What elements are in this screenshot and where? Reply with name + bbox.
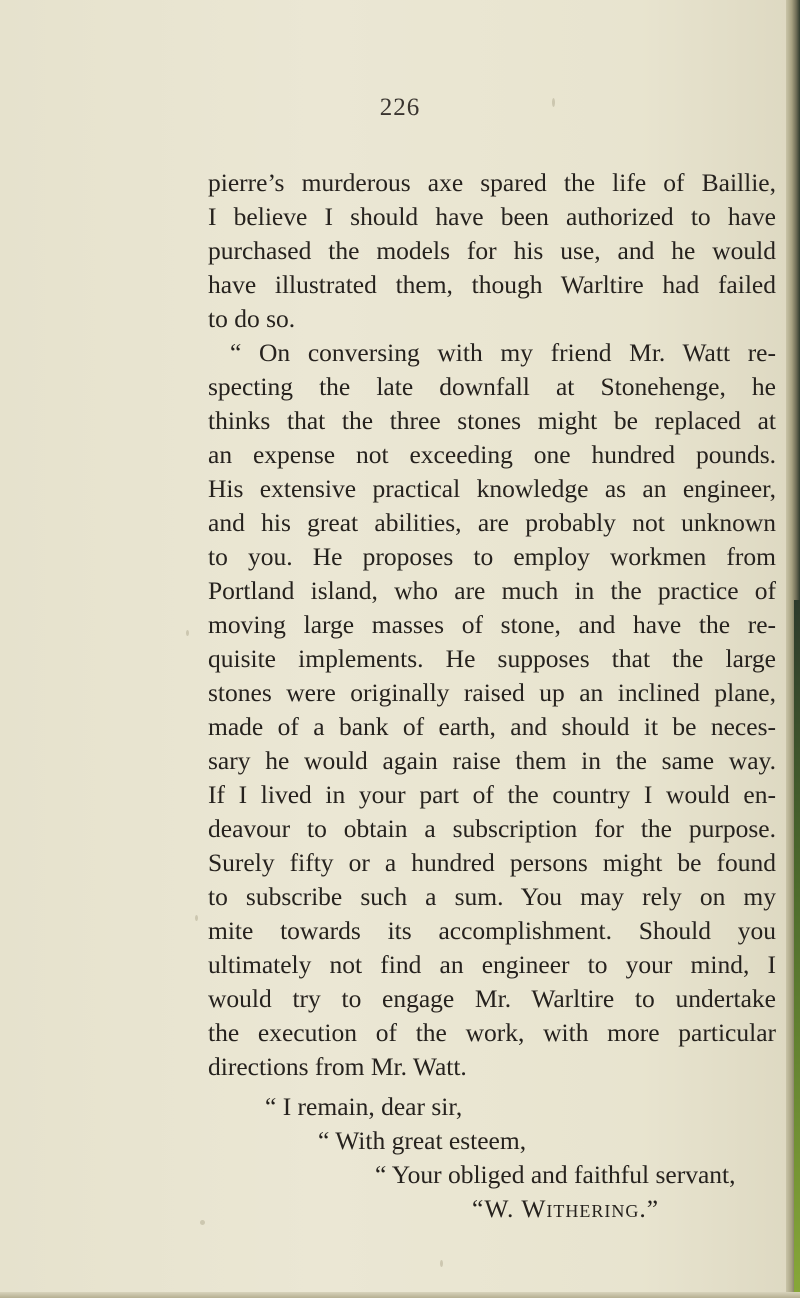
page-number: 226	[379, 94, 421, 121]
text-line: Portland island, who are much in the practice of	[208, 576, 776, 605]
text-line: to do so.	[208, 304, 296, 333]
text-line: to you. He proposes to employ workmen from	[208, 542, 776, 571]
paper-speck	[200, 1220, 205, 1225]
paper-speck	[195, 915, 198, 921]
text-line: thinks that the three stones might be replaced at	[208, 406, 776, 435]
text-line: If I lived in your part of the country I would en-	[208, 780, 776, 809]
closing-line: “ I remain, dear sir,	[265, 1092, 463, 1121]
text-line: mite towards its accomplishment. Should you	[208, 916, 776, 945]
paper-speck	[552, 98, 555, 107]
text-line: sary he would again raise them in the same way.	[208, 746, 776, 775]
signature: “W. Withering.”	[472, 1194, 660, 1223]
page-bottom-edge	[0, 1292, 800, 1298]
paper-speck	[186, 630, 189, 636]
text-line: made of a bank of earth, and should it be neces-	[208, 712, 776, 741]
text-line: stones were originally raised up an inclined plane,	[208, 678, 776, 707]
text-line: purchased the models for his use, and he would	[208, 236, 776, 265]
text-line: to subscribe such a sum. You may rely on my	[208, 882, 776, 911]
text-line: would try to engage Mr. Warltire to undertake	[208, 984, 776, 1013]
closing-line: “ With great esteem,	[318, 1126, 527, 1155]
text-line: the execution of the work, with more particular	[208, 1018, 776, 1047]
text-line: an expense not exceeding one hundred pounds.	[208, 440, 776, 469]
page-edge-shadow	[786, 0, 800, 1298]
text-line: pierre’s murderous axe spared the life of Baillie,	[208, 168, 776, 197]
text-line: Surely fifty or a hundred persons might be found	[208, 848, 776, 877]
text-line: moving large masses of stone, and have the re-	[208, 610, 776, 639]
text-line: specting the late downfall at Stonehenge, he	[208, 372, 776, 401]
text-line: “ On conversing with my friend Mr. Watt re-	[230, 338, 776, 367]
closing-line: “ Your obliged and faithful servant,	[375, 1160, 736, 1189]
binding-edge	[794, 600, 800, 1298]
paper-speck	[440, 1260, 443, 1267]
text-line: His extensive practical knowledge as an engineer,	[208, 474, 776, 503]
text-line: ultimately not find an engineer to your mind, I	[208, 950, 776, 979]
text-line: deavour to obtain a subscription for the purpose.	[208, 814, 776, 843]
text-line: quisite implements. He supposes that the large	[208, 644, 776, 673]
text-line: I believe I should have been authorized to have	[208, 202, 776, 231]
text-line: and his great abilities, are probably not unknown	[208, 508, 776, 537]
text-line: have illustrated them, though Warltire had failed	[208, 270, 776, 299]
text-line: directions from Mr. Watt.	[208, 1052, 467, 1081]
